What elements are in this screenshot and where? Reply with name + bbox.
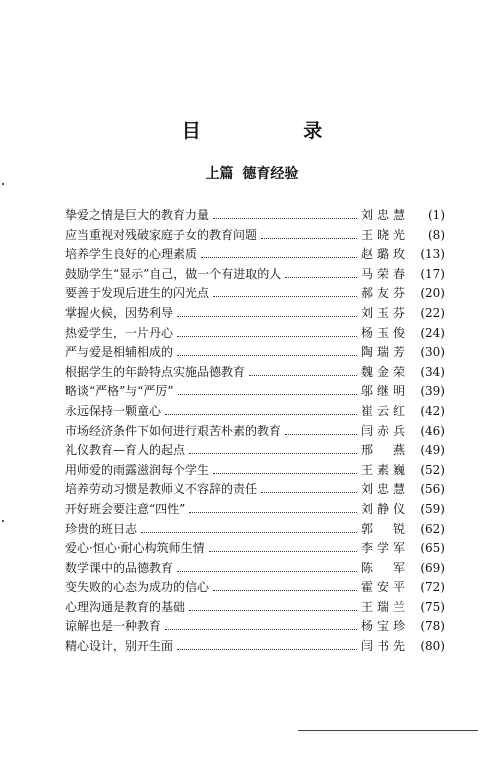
toc-entry: [65, 598, 445, 618]
toc-entry-page: (78): [420, 619, 445, 634]
toc-entry-author: 李学军: [361, 541, 405, 556]
toc-entry-page: (62): [420, 521, 445, 536]
toc-entry-title: 珍贵的班日志: [65, 521, 138, 536]
toc-entry: [65, 539, 445, 559]
dot-leader: [249, 375, 357, 376]
toc-entry: [65, 637, 445, 657]
toc-entry-title: 掌握火候，因势利导: [65, 305, 174, 320]
dot-leader: [178, 394, 357, 395]
toc-entry-author: 杨玉俊: [361, 325, 405, 340]
toc-entry-page: (22): [420, 305, 445, 320]
toc-entry-page: (17): [420, 266, 445, 281]
toc-entry: [65, 441, 445, 461]
dot-leader: [285, 277, 357, 278]
toc-entry-page: (75): [420, 599, 445, 614]
dot-leader: [261, 492, 357, 493]
toc-entry: [65, 382, 445, 402]
toc-entry-page: (46): [420, 423, 445, 438]
section-title: 上篇 德育经验: [205, 166, 299, 182]
toc-entry: [65, 324, 445, 344]
toc-entry: [65, 500, 445, 520]
toc-entry-title: 严与爱是相辅相成的: [65, 345, 174, 360]
toc-entry-author: 刘玉芬: [361, 305, 405, 320]
toc-entry-title: 心理沟通是教育的基础: [65, 599, 186, 614]
toc-entry-author: 杨宝珍: [361, 619, 405, 634]
toc-entry: [65, 422, 445, 442]
toc-entry: [65, 206, 445, 226]
toc-entry-page: (13): [420, 247, 445, 262]
dot-leader: [213, 590, 357, 591]
toc-entry: [65, 480, 445, 500]
toc-entry-page: (56): [420, 482, 445, 497]
toc-entry-title: 鼓励学生“显示”自己，做一个有进取的人: [65, 266, 282, 281]
dot-leader: [189, 610, 357, 611]
dot-leader: [177, 649, 357, 650]
dot-leader: [261, 238, 357, 239]
toc-entry: [65, 578, 445, 598]
toc-entry-title: 培养劳动习惯是教师义不容辞的责任: [65, 482, 258, 497]
toc-entry: [65, 245, 445, 265]
toc-entry-title: 热爱学生，一片丹心: [65, 325, 174, 340]
toc-entry: [65, 402, 445, 422]
toc-entry: [65, 284, 445, 304]
dot-leader: [177, 336, 357, 337]
toc-entry-title: 挚爱之情是巨大的教育力量: [65, 208, 210, 222]
dot-leader: [165, 629, 357, 630]
toc-entry-author: 陶瑞芳: [361, 345, 405, 360]
toc-entry: [65, 343, 445, 363]
toc-entry-title: 精心设计，别开生面: [65, 639, 174, 654]
margin-speck: [2, 520, 4, 522]
toc-entry: [65, 520, 445, 540]
toc-entry-page: (49): [420, 443, 445, 458]
toc-entry-page: (42): [420, 403, 445, 418]
toc-entry-author: 马荣春: [361, 266, 405, 281]
toc-entry-page: (52): [420, 462, 445, 477]
toc-entry: [65, 363, 445, 383]
toc-entry: [65, 265, 445, 285]
margin-speck: [2, 183, 4, 185]
dot-leader: [209, 551, 357, 552]
toc-entry-author: 王素巍: [361, 462, 405, 477]
toc-entry-page: (65): [420, 541, 445, 556]
toc-entry: [65, 559, 445, 579]
toc-entry-author: 霍安平: [361, 580, 405, 595]
bottom-rule: [298, 730, 478, 731]
toc-entry-title: 变失败的心态为成功的信心: [65, 580, 210, 595]
toc-entry-author: 刘忠慧: [361, 482, 405, 497]
toc-entry-author: 陈 军: [361, 560, 405, 575]
toc-entry-author: 魏金荣: [361, 364, 405, 379]
toc-entry-author: 闫书先: [361, 639, 405, 654]
toc-entry-title: 应当重视对残破家庭子女的教育问题: [65, 227, 258, 242]
toc-entry-page: (24): [420, 325, 445, 340]
toc-entry-author: 王晓光: [361, 227, 405, 242]
toc-entry-page: (80): [420, 639, 445, 654]
toc-entry-author: 崔云红: [361, 403, 405, 418]
toc-entry-title: 培养学生良好的心理素质: [65, 247, 198, 262]
page-title: 目 录: [181, 120, 371, 142]
toc-entry-author: 郭 锐: [361, 521, 405, 536]
toc-entry-title: 礼仪教育—育人的起点: [65, 443, 186, 458]
toc-entry-title: 数学课中的品德教育: [65, 560, 174, 575]
toc-entry-page: (1): [428, 208, 445, 222]
toc-entry-page: (39): [420, 384, 445, 399]
table-of-contents: [65, 206, 445, 657]
toc-entry-title: 用师爱的雨露滋润每个学生: [65, 462, 210, 477]
toc-entry-page: (72): [420, 580, 445, 595]
toc-entry-title: 永远保持一颗童心: [65, 403, 162, 418]
dot-leader: [165, 414, 357, 415]
toc-entry-author: 邬继明: [361, 384, 405, 399]
toc-entry-title: 市场经济条件下如何进行艰苦朴素的教育: [65, 423, 282, 438]
dot-leader: [213, 296, 357, 297]
toc-entry-title: 爱心·恒心·耐心构筑师生情: [65, 541, 205, 556]
toc-entry-page: (20): [420, 286, 445, 301]
toc-entry-page: (8): [428, 227, 445, 242]
toc-entry-author: 刘静仪: [361, 501, 405, 516]
dot-leader: [177, 316, 357, 317]
toc-entry-author: 郝友芬: [361, 286, 405, 301]
toc-entry-author: 赵璐玫: [361, 247, 405, 262]
dot-leader: [201, 257, 357, 258]
dot-leader: [213, 473, 357, 474]
dot-leader: [177, 571, 357, 572]
toc-entry: [65, 617, 445, 637]
toc-entry: [65, 304, 445, 324]
toc-entry-author: 闫赤兵: [361, 423, 405, 438]
toc-entry-author: 邢 燕: [361, 443, 405, 458]
toc-entry-title: 要善于发现后进生的闪光点: [65, 286, 210, 301]
toc-entry: [65, 461, 445, 481]
toc-entry-title: 根据学生的年龄特点实施品德教育: [65, 364, 246, 379]
toc-entry-page: (34): [420, 364, 445, 379]
dot-leader: [189, 512, 357, 513]
toc-entry-page: (30): [420, 345, 445, 360]
toc-entry-title: 谅解也是一种教育: [65, 619, 162, 634]
dot-leader: [189, 453, 357, 454]
dot-leader: [141, 532, 357, 533]
toc-entry-title: 开好班会要注意“四性”: [65, 501, 186, 516]
dot-leader: [213, 218, 357, 219]
toc-entry: [65, 226, 445, 246]
toc-entry-page: (69): [420, 560, 445, 575]
toc-entry-author: 王瑞兰: [361, 599, 405, 614]
dot-leader: [177, 355, 357, 356]
toc-entry-page: (59): [420, 501, 445, 516]
toc-entry-author: 刘忠慧: [361, 208, 405, 222]
toc-entry-title: 略谈“严格”与“严厉”: [65, 384, 174, 399]
dot-leader: [285, 434, 357, 435]
